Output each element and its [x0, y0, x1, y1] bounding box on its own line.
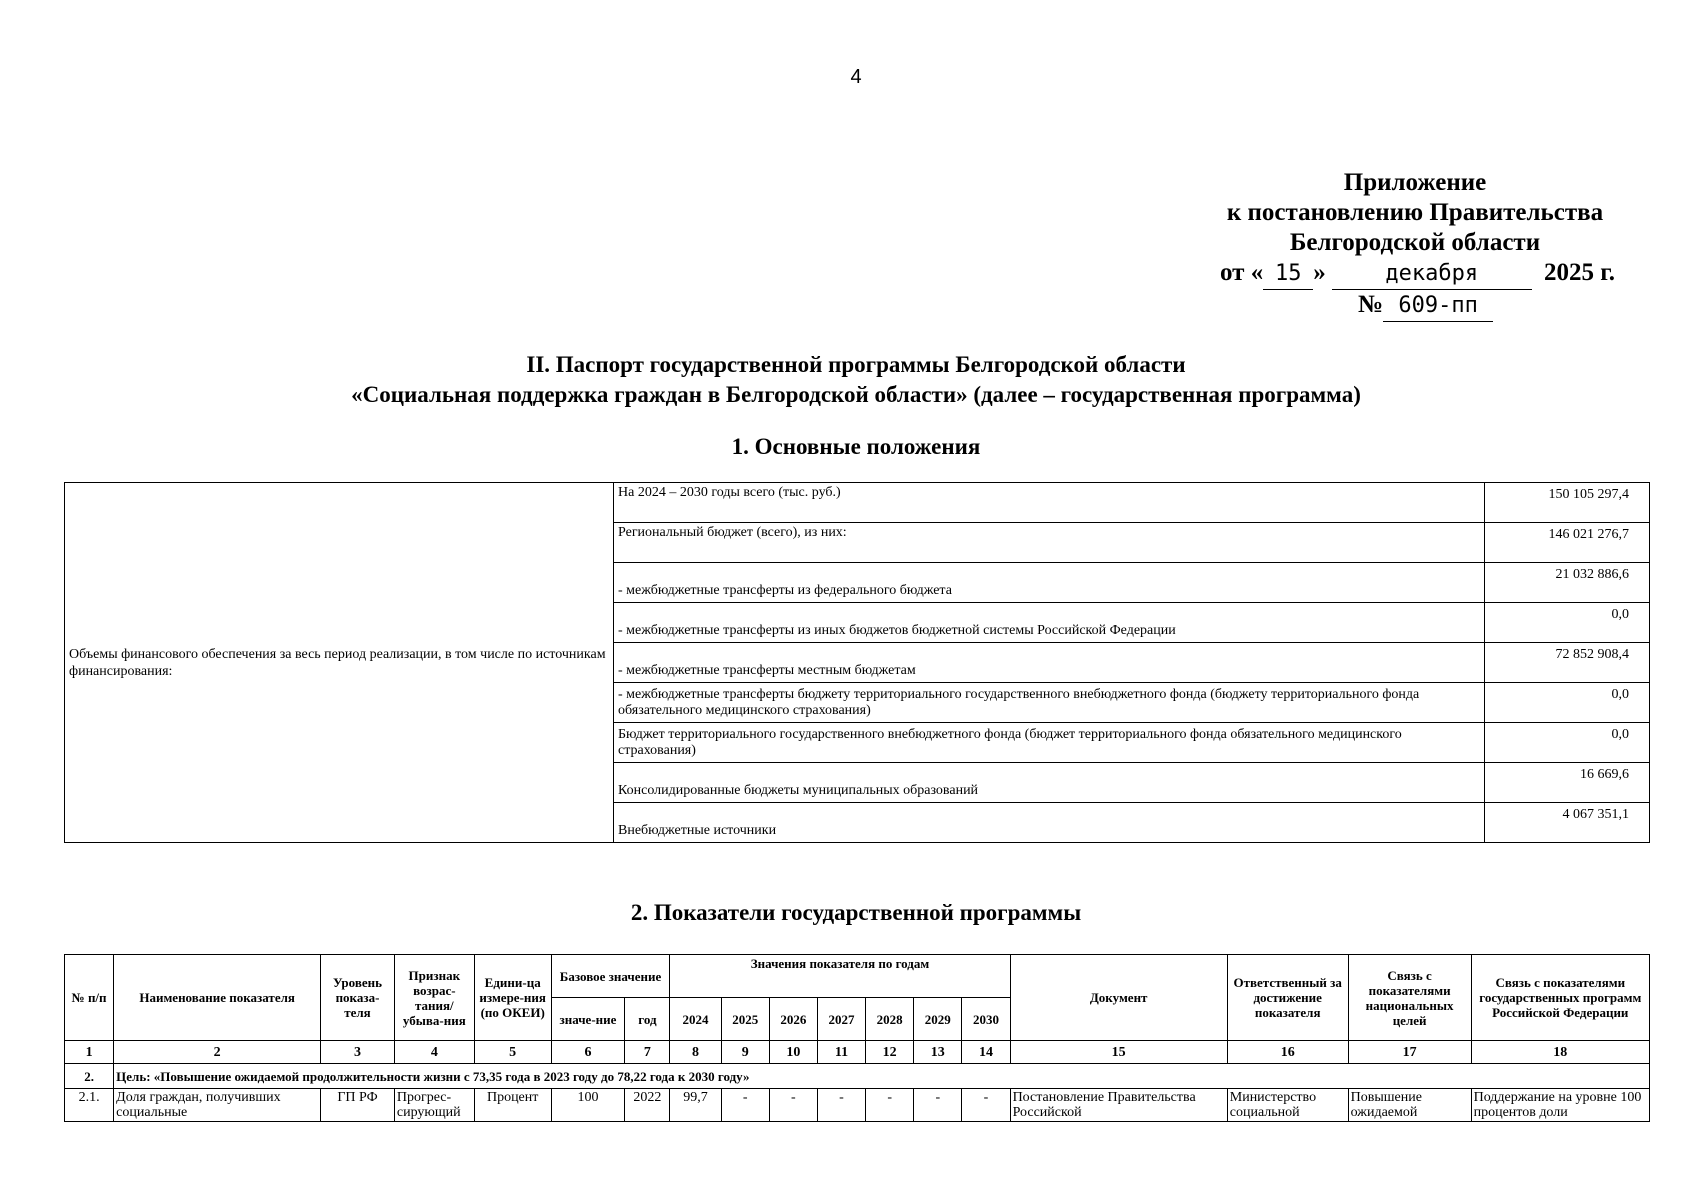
financing-row-value: 4 067 351,1 — [1485, 803, 1650, 843]
goal-row — [65, 1064, 1650, 1089]
row-year-value: - — [866, 1089, 914, 1122]
financing-row-name: Консолидированные бюджеты муниципальных образований — [614, 763, 1485, 803]
financing-row-value: 16 669,6 — [1485, 763, 1650, 803]
header-base-year: год — [625, 998, 670, 1041]
financing-row-value: 0,0 — [1485, 683, 1650, 723]
row-level: ГП РФ — [321, 1089, 395, 1122]
header-year: 2025 — [721, 998, 769, 1041]
header-year: 2026 — [769, 998, 817, 1041]
column-number: 10 — [769, 1041, 817, 1064]
column-number: 11 — [817, 1041, 865, 1064]
column-number: 9 — [721, 1041, 769, 1064]
number-value: 609-пп — [1383, 291, 1493, 322]
header-unit: Едини-ца измере-ния (по ОКЕИ) — [474, 955, 551, 1041]
header-name: Наименование показателя — [114, 955, 321, 1041]
header-base-value: значе-ние — [551, 998, 625, 1041]
financing-row-name: - межбюджетные трансферты местным бюджетам — [614, 643, 1485, 683]
financing-row-value: 0,0 — [1485, 723, 1650, 763]
row-responsible: Министерство социальной — [1227, 1089, 1348, 1122]
row-unit: Процент — [474, 1089, 551, 1122]
date-month: декабря — [1332, 259, 1532, 290]
date-year: 2025 г. — [1543, 259, 1615, 286]
column-number: 7 — [625, 1041, 670, 1064]
header-by-years: Значения показателя по годам — [670, 955, 1010, 998]
column-number: 8 — [670, 1041, 721, 1064]
financing-row-name: Бюджет территориального государственного внебюджетного фонда (бюджет территориального фонда обязательного медицинского страхования) — [614, 723, 1485, 763]
header-year: 2030 — [962, 998, 1010, 1041]
financing-row-value: 0,0 — [1485, 603, 1650, 643]
appendix-line-2: к постановлению Правительства — [1226, 199, 1604, 226]
financing-row-name: На 2024 – 2030 годы всего (тыс. руб.) — [614, 483, 1485, 523]
financing-row-name: Региональный бюджет (всего), из них: — [614, 523, 1485, 563]
financing-row-value: 150 105 297,4 — [1485, 483, 1650, 523]
column-number: 16 — [1227, 1041, 1348, 1064]
appendix-number — [1200, 290, 1630, 322]
header-year: 2027 — [817, 998, 865, 1041]
column-number: 2 — [114, 1041, 321, 1064]
header-document: Документ — [1010, 955, 1227, 1041]
row-year-value: 99,7 — [670, 1089, 721, 1122]
financing-row-name: Внебюджетные источники — [614, 803, 1485, 843]
date-day: 15 — [1263, 259, 1313, 290]
indicators-table — [64, 954, 1650, 1122]
appendix-block — [1200, 168, 1630, 322]
goal-number: 2. — [65, 1064, 114, 1089]
financing-table — [64, 482, 1650, 843]
appendix-title: Приложение — [1343, 169, 1487, 196]
row-base-year: 2022 — [625, 1089, 670, 1122]
row-year-value: - — [769, 1089, 817, 1122]
table-row — [65, 1089, 1650, 1122]
header-sign: Признак возрас-тания/ убыва-ния — [394, 955, 474, 1041]
row-year-value: - — [817, 1089, 865, 1122]
appendix-line-3: Белгородской области — [1289, 229, 1541, 256]
goal-text: Цель: «Повышение ожидаемой продолжительности жизни с 73,35 года в 2023 году до 78,22 года к 2030 году» — [114, 1064, 1650, 1089]
document-title — [0, 350, 1708, 410]
financing-row-value: 72 852 908,4 — [1485, 643, 1650, 683]
header-level: Уровень показа-теля — [321, 955, 395, 1041]
title-line-1: II. Паспорт государственной программы Белгородской области — [526, 352, 1186, 377]
header-base: Базовое значение — [551, 955, 670, 998]
row-national-goal: Повышение ожидаемой — [1348, 1089, 1471, 1122]
financing-row-name: - межбюджетные трансферты из иных бюджетов бюджетной системы Российской Федерации — [614, 603, 1485, 643]
header-national-goals: Связь с показателями национальных целей — [1348, 955, 1471, 1041]
column-number: 5 — [474, 1041, 551, 1064]
column-number: 18 — [1471, 1041, 1649, 1064]
column-number: 14 — [962, 1041, 1010, 1064]
number-prefix: № — [1358, 291, 1384, 318]
column-number: 13 — [914, 1041, 962, 1064]
row-number: 2.1. — [65, 1089, 114, 1122]
column-numbers-row — [65, 1041, 1650, 1064]
row-indicator-name: Доля граждан, получивших социальные — [114, 1089, 321, 1122]
financing-row-name: - межбюджетные трансферты бюджету территориального государственного внебюджетного фонда (бюджету территориального фонда обязательного медицинского страхования) — [614, 683, 1485, 723]
header-state-programs: Связь с показателями государственных программ Российской Федерации — [1471, 955, 1649, 1041]
date-mid: » — [1313, 259, 1326, 286]
row-year-value: - — [962, 1089, 1010, 1122]
header-year: 2029 — [914, 998, 962, 1041]
row-base-value: 100 — [551, 1089, 625, 1122]
header-num: № п/п — [65, 955, 114, 1041]
column-number: 12 — [866, 1041, 914, 1064]
column-number: 6 — [551, 1041, 625, 1064]
header-responsible: Ответственный за достижение показателя — [1227, 955, 1348, 1041]
title-line-2: «Социальная поддержка граждан в Белгородской области» (далее – государственная программа) — [351, 382, 1361, 407]
financing-label: Объемы финансового обеспечения за весь период реализации, в том числе по источникам финансирования: — [65, 483, 614, 843]
page-number: 4 — [850, 66, 862, 88]
column-number: 15 — [1010, 1041, 1227, 1064]
header-year: 2024 — [670, 998, 721, 1041]
row-document: Постановление Правительства Российской — [1010, 1089, 1227, 1122]
column-number: 17 — [1348, 1041, 1471, 1064]
row-year-value: - — [721, 1089, 769, 1122]
section-2-title: 2. Показатели государственной программы — [630, 900, 1082, 925]
financing-row-value: 146 021 276,7 — [1485, 523, 1650, 563]
column-number: 1 — [65, 1041, 114, 1064]
financing-row-value: 21 032 886,6 — [1485, 563, 1650, 603]
appendix-date — [1200, 258, 1630, 290]
section-1-title: 1. Основные положения — [731, 434, 981, 459]
date-prefix: от « — [1220, 259, 1264, 286]
row-sign: Прогрес-сирующий — [394, 1089, 474, 1122]
row-state-program: Поддержание на уровне 100 процентов доли — [1471, 1089, 1649, 1122]
row-year-value: - — [914, 1089, 962, 1122]
header-year: 2028 — [866, 998, 914, 1041]
column-number: 3 — [321, 1041, 395, 1064]
financing-row-name: - межбюджетные трансферты из федерального бюджета — [614, 563, 1485, 603]
column-number: 4 — [394, 1041, 474, 1064]
